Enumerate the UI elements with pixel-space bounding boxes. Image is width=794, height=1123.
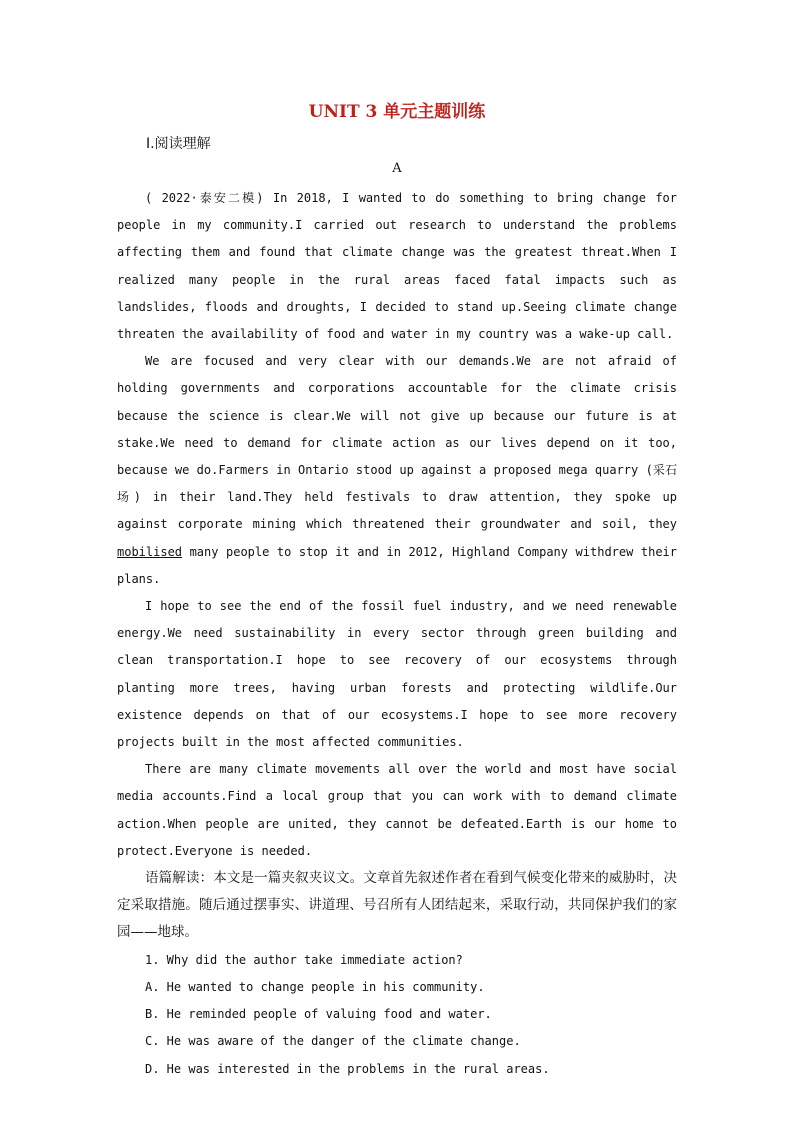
- passage-body: [117, 185, 677, 1083]
- option-a: A. He wanted to change people in his community.: [145, 979, 485, 994]
- passage-label: A: [392, 161, 402, 176]
- unit-title: UNIT 3 单元主题训练: [308, 102, 486, 122]
- paragraph-2-part-2: many people to stop it and in 2012, Highland Company withdrew their plans.: [117, 544, 677, 586]
- paragraph-2: [117, 348, 677, 593]
- paragraph-2-part-1: We are focused and very clear with our demands.We are not afraid of holding governments and corporations accountable for the climate crisis because the science is clear.We will not give up because our future is at stake.We need to demand for climate action as our lives depend on it too, because we do.Farmers in Ontario stood up against a proposed mega quarry (采石场) in their land.They held festivals to draw attention, they spoke up against corporate mining which threatened their groundwater and soil, they: [117, 354, 677, 532]
- section-heading: Ⅰ.阅读理解: [146, 136, 211, 152]
- paragraph-1: ( 2022·泰安二模) In 2018, I wanted to do something to bring change for people in my community.I carried out research to understand the problems affecting them and found that climate change was the greatest threat.When I realized many people in the rural areas faced fatal impacts such as landslides, floods and droughts, I decided to stand up.Seeing climate change threaten the availability of food and water in my country was a wake-up call.: [117, 191, 677, 342]
- passage-analysis: 语篇解读：本文是一篇夹叙夹议文。文章首先叙述作者在看到气候变化带来的威胁时，决定采取措施。随后通过摆事实、讲道理、号召所有人团结起来，采取行动，共同保护我们的家园——地球。: [117, 870, 677, 941]
- question-stem: 1. Why did the author take immediate action?: [145, 952, 463, 967]
- paragraph-3: I hope to see the end of the fossil fuel industry, and we need renewable energy.We need sustainability in every sector through green building and clean transportation.I hope to see recovery of our ecosystems through planting more trees, having urban forests and protecting wildlife.Our existence depends on that of our ecosystems.I hope to see more recovery projects built in the most affected communities.: [117, 599, 677, 750]
- paragraph-4: There are many climate movements all over the world and most have social media accounts.Find a local group that you can work with to demand climate action.When people are united, they cannot be defeated.Earth is our home to protect.Everyone is needed.: [117, 762, 677, 858]
- underlined-word: mobilised: [117, 544, 183, 559]
- option-d: D. He was interested in the problems in the rural areas.: [145, 1061, 550, 1076]
- option-b: B. He reminded people of valuing food and water.: [145, 1007, 492, 1022]
- option-c: C. He was aware of the danger of the climate change.: [145, 1034, 521, 1049]
